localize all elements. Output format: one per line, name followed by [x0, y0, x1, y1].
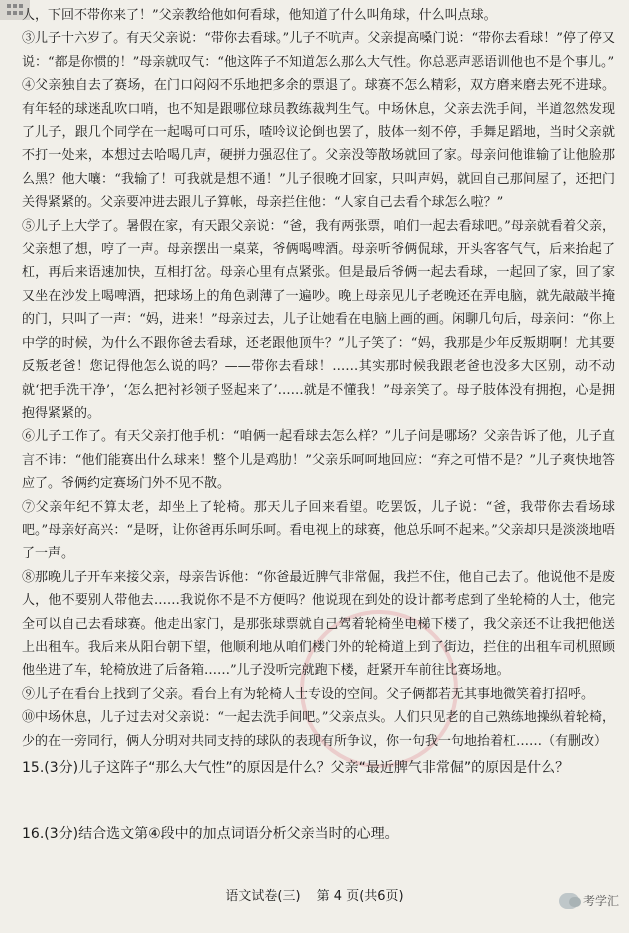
brand-name: 考学汇 — [582, 894, 619, 908]
paragraph-10: ⑩中场休息，儿子过去对父亲说：“一起去洗手间吧。”父亲点头。人们只见老的自己熟练地操纵着轮椅，少的在一旁同行，俩人分明对共同支持的球队的表现有所争议，你一句我一句地抬着杠……（有删改） — [22, 710, 615, 749]
paragraph-6: ⑥儿子工作了。有天父亲打他手机：“咱俩一起看球去怎么样？”儿子问是哪场？父亲告诉了他，儿子直言不讳：“他们能赛出什么球来！整个儿是鸡肋！”父亲乐呵呵地回应：“弃之可惜不是？”儿子爽快地答应了。爷俩约定赛场门外不见不散。 — [22, 429, 615, 492]
brand-watermark — [559, 892, 619, 909]
wechat-icon — [559, 893, 579, 909]
paragraph-5: ⑤儿子上大学了。暑假在家，有天跟父亲说：“爸，我有两张票，咱们一起去看球吧。”母亲就看着父亲，父亲想了想，哼了一声。母亲摆出一桌菜，爷俩喝啤酒。母亲听爷俩侃球，开头客客气气，后来抬起了杠，再后来语速加快，互相打岔。母亲心里有点紧张。但是最后爷俩一起去看球，一起回了家，回了家又坐在沙发上喝啤酒，把球场上的角色剥薄了一遍吵。晚上母亲见儿子老晚还在弄电脑，就先敲敲半掩的门，只叫了一声：“妈，进来！”母亲过去，儿子让她看在电脑上画的画。闲聊几句后，母亲问：“你上中学的时候，为什么不跟你爸去看球，还老跟他顶牛？”儿子笑了：“妈，我那是少年反叛期啊！尤其要反叛老爸！您记得他怎么说的吗？——带你去看球！……其实那时候我跟老爸也没多大区别，动不动就‘把手洗干净’，‘怎么把衬衫领子竖起来了’……就是不懂我！”母亲笑了。母子肢体没有拥抱，心是拥抱得紧紧的。 — [22, 218, 615, 421]
question-15: 15.(3分)儿子这阵子“那么大气性”的原因是什么？父亲“最近脾气非常倔”的原因是什么？ — [22, 760, 570, 776]
paragraph-9: ⑨儿子在看台上找到了父亲。看台上有为轮椅人士专设的空间。父子俩都若无其事地微笑着打招呼。 — [22, 686, 595, 702]
footer-subject: 语文试卷(三) — [225, 889, 301, 904]
paragraph-3: ③儿子十六岁了。有天父亲说：“带你去看球。”儿子不吭声。父亲提高嗓门说：“带你去看球！”停了停又说：“都是你惯的！”母亲就叹气：“他这阵子不知道怎么那么大气性。你总恶声恶语训他也不是个事儿。” — [22, 31, 615, 70]
paragraph-continuation: 人，下回不带你来了！”父亲教给他如何看球，他知道了什么叫角球，什么叫点球。 — [22, 8, 497, 23]
paragraph-4: ④父亲独自去了赛场，在门口闷闷不乐地把多余的票退了。球赛不怎么精彩，双方磨来磨去死不进球。有年轻的球迷乱吹口哨，也不知是跟哪位球员教练裁判生气。中场休息，父亲去洗手间，半道忽然发现了儿子，跟几个同学在一起喝可口可乐，喳呤议论倒也罢了，肢体一刻不停，手舞足蹈地，当时父亲就不打一处来，本想过去哈喝几声，硬拼力强忍住了。父亲没等散场就回了家。母亲问他谁输了让他脸那么黑？他大嚷：“我输了！可我就是想不通！”儿子很晚才回家，只叫声妈，就回自己那间屋了，还把门关得紧紧的。父亲要冲进去跟儿子算帐，母亲拦住他：“人家自己去看个球怎么啦？” — [22, 78, 615, 211]
paragraph-8: ⑧那晚儿子开车来接父亲，母亲告诉他：“你爸最近脾气非常倔，我拦不住，他自己去了。他说他不是废人，他不要别人带他去……我说你不是不方便吗？他说现在到处的设计都考虑到了坐轮椅的人士，他完全可以自己去看球赛。他走出家门，是那张球票就自己驾着轮椅坐电梯下楼了，我父亲还不让我把他送上出租车。我后来从阳台朝下望，他顺利地从咱们楼门外的轮椅道上到了街边，拦住的出租车司机照顾他坐进了车，轮椅放进了后备箱……”儿子没听完就跑下楼，赶紧开车前往比赛场地。 — [22, 569, 615, 679]
page-footer — [0, 885, 629, 904]
paragraph-7: ⑦父亲年纪不算太老，却坐上了轮椅。那天儿子回来看望。吃罢饭，儿子说：“爸，我带你去看场球吧。”母亲好高兴：“是呀，让你爸再乐呵乐呵。看电视上的球赛，他总乐呵不起来。”父亲却只是淡淡地唔了一声。 — [22, 499, 615, 562]
question-16: 16.(3分)结合选文第④段中的加点词语分析父亲当时的心理。 — [22, 826, 399, 842]
footer-page-number: 第 4 页(共6页) — [316, 889, 404, 904]
